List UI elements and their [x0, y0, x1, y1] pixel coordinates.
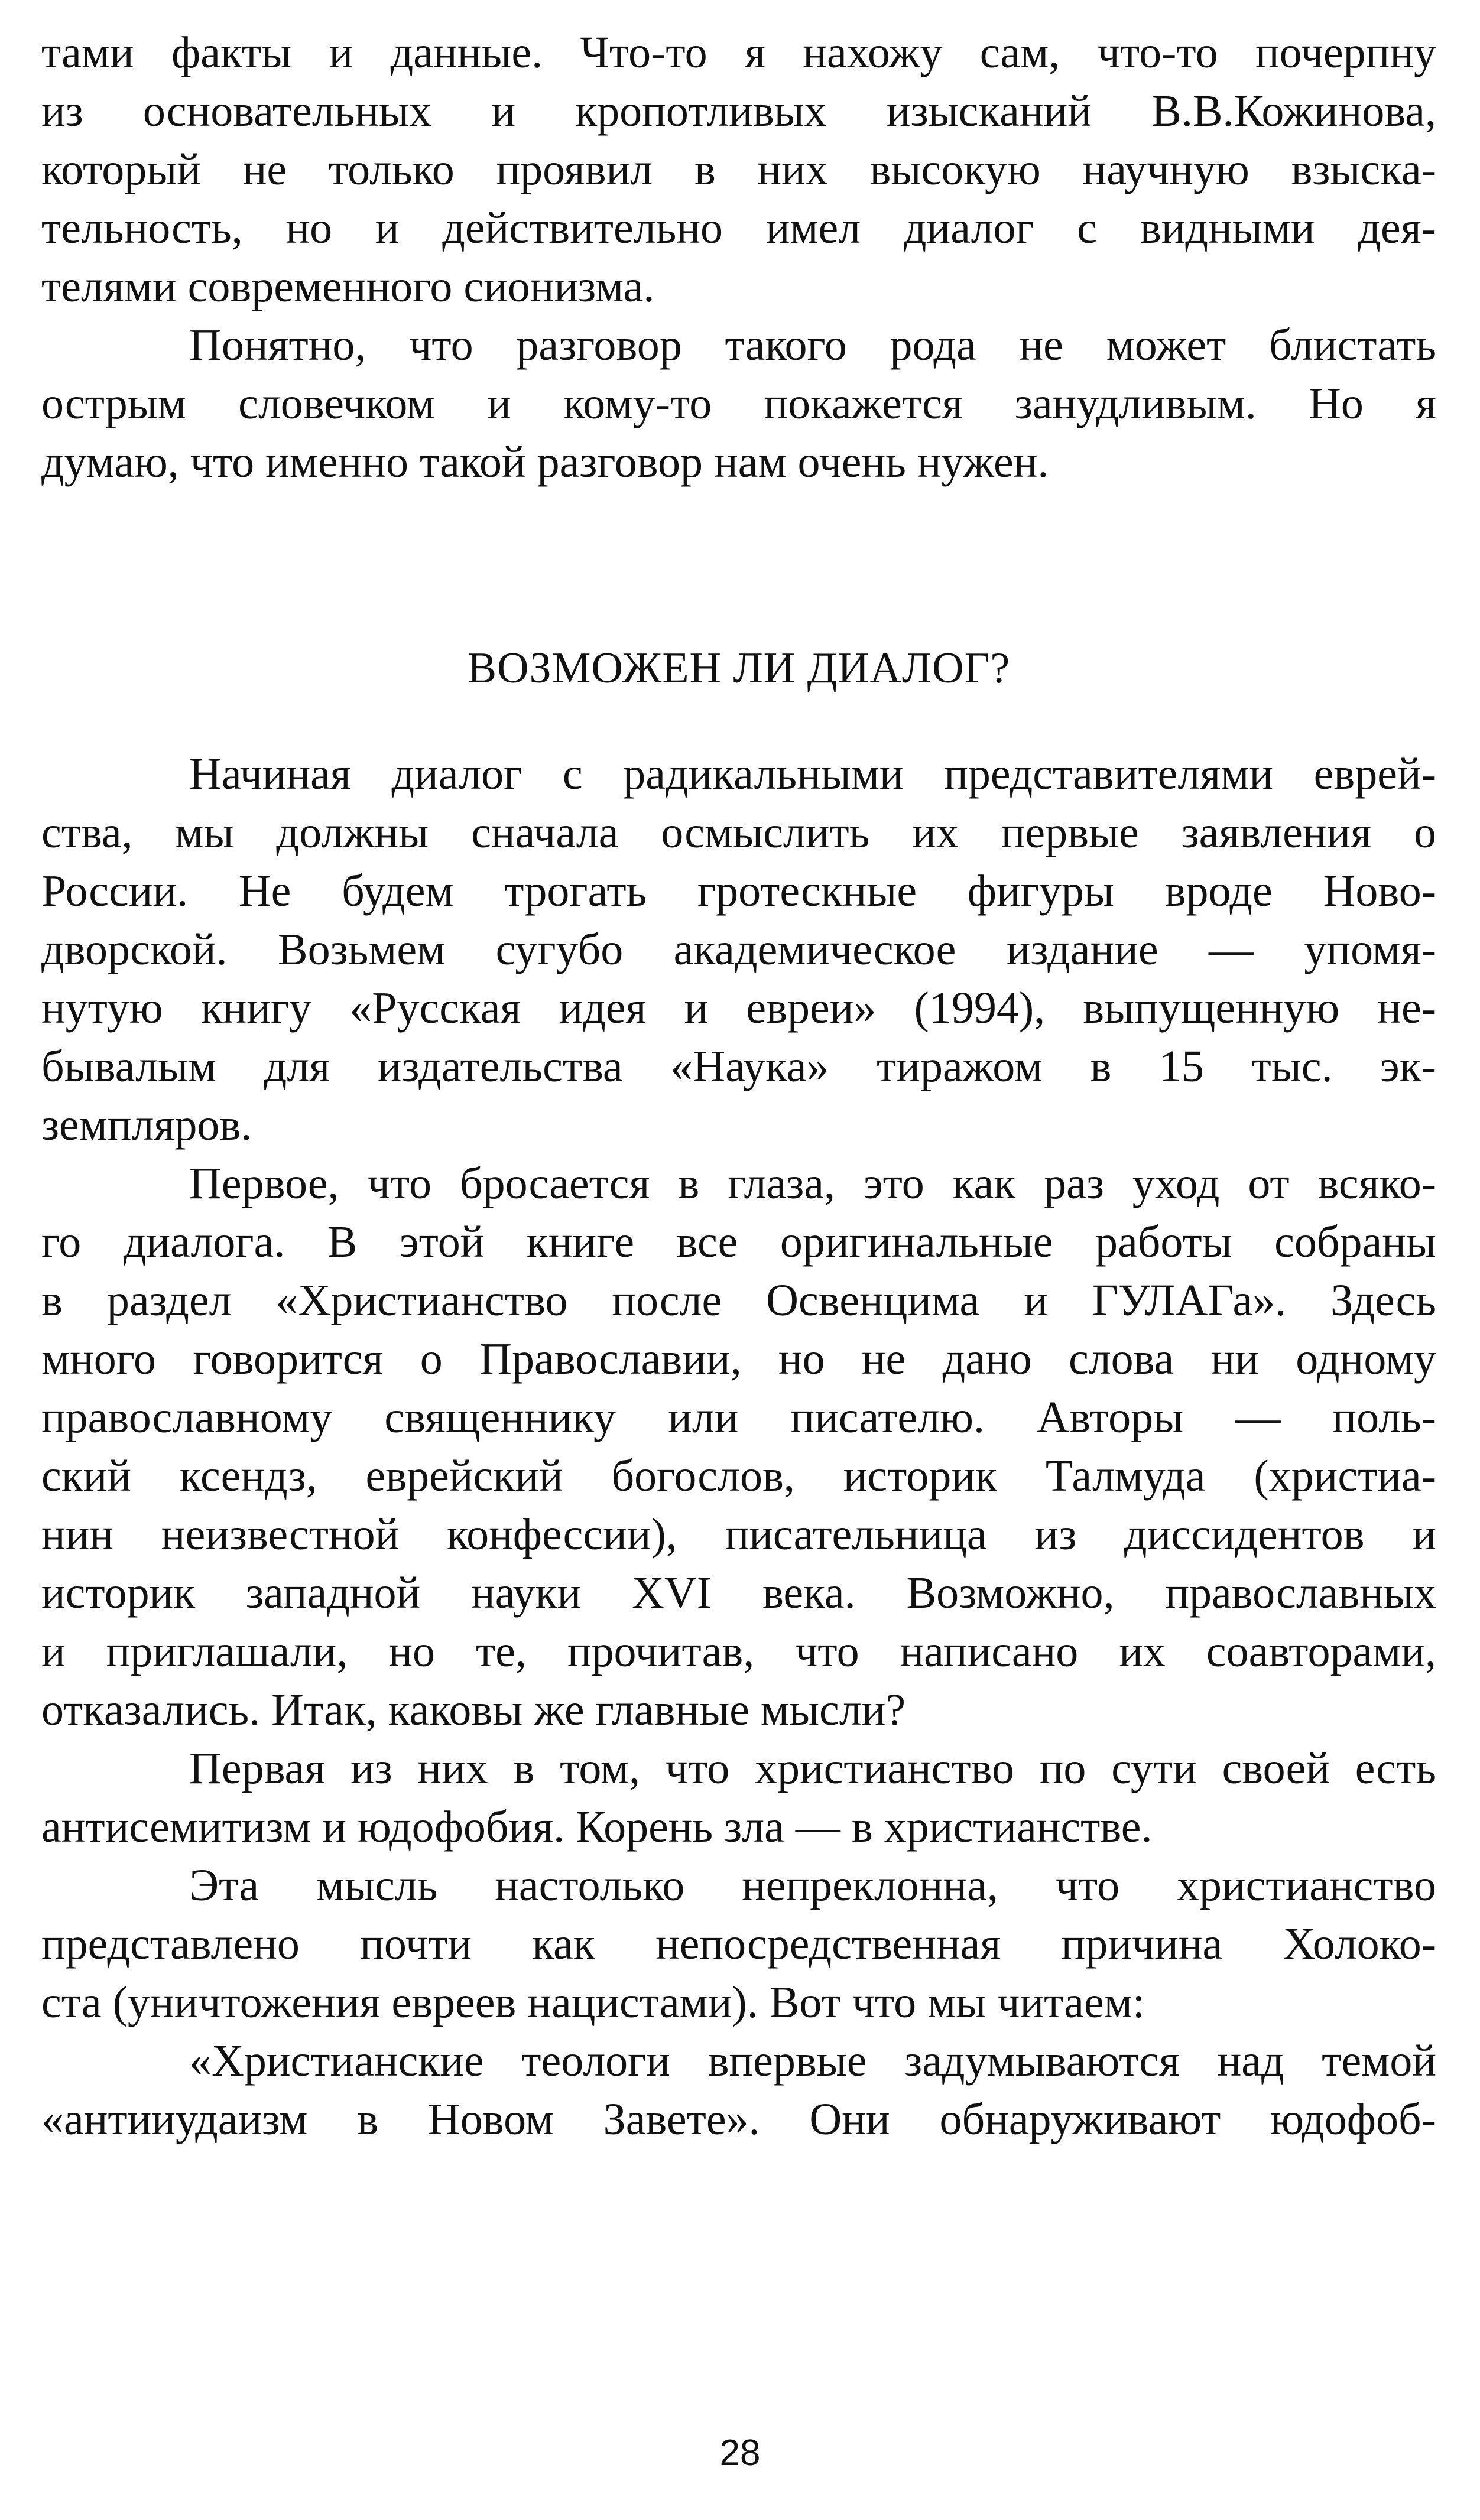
text-line: который не только проявил в них высокую научную взыска- [41, 145, 1436, 194]
text-line: антисемитизм и юдофобия. Корень зла — в христианстве. [41, 1802, 1153, 1852]
text-line: ства, мы должны сначала осмыслить их первые заявления о [41, 808, 1436, 857]
text-line: думаю, что именно такой разговор нам очень нужен. [41, 437, 1049, 487]
text-line: дворской. Возьмем сугубо академическое издание — упомя- [41, 925, 1436, 974]
paragraph-section-1 [41, 745, 1436, 1155]
text-line: ста (уничтожения евреев нацистами). Вот что мы читаем: [41, 1978, 1145, 2027]
text-line: в раздел «Христианство после Освенцима и ГУЛАГа». Здесь [41, 1276, 1436, 1325]
text-line: «Христианские теологи впервые задумываются над темой [189, 2036, 1436, 2086]
paragraph-section-2 [41, 1155, 1436, 1739]
text-line: России. Не будем трогать гротескные фигуры вроде Ново- [41, 866, 1436, 916]
text-line: отказались. Итак, каковы же главные мысли? [41, 1685, 906, 1735]
paragraph-section-4 [41, 1856, 1436, 2032]
text-line: тельность, но и действительно имел диалог с видными дея- [41, 203, 1436, 253]
text-line: ский ксендз, еврейский богослов, историк Талмуда (христиа- [41, 1451, 1436, 1501]
text-line: земпляров. [41, 1100, 252, 1150]
paragraph-intro-conclusion [41, 316, 1436, 492]
text-line: «антииудаизм в Новом Завете». Они обнаруживают юдофоб- [41, 2095, 1436, 2144]
paragraph-section-5 [41, 2032, 1436, 2149]
text-line: бывалым для издательства «Наука» тиражом в 15 тыс. эк- [41, 1042, 1436, 1091]
text-line: тами факты и данные. Что-то я нахожу сам, что-то почерпну [41, 28, 1436, 77]
text-line: Первое, что бросается в глаза, это как раз уход от всяко- [189, 1159, 1436, 1208]
paragraph-intro-continued [41, 24, 1436, 316]
text-line: много говорится о Православии, но не дано слова ни одному [41, 1334, 1436, 1384]
text-line: Эта мысль настолько непреклонна, что христианство [189, 1861, 1436, 1910]
text-line: острым словечком и кому-то покажется занудливым. Но я [41, 379, 1436, 428]
text-line: го диалога. В этой книге все оригинальные работы собраны [41, 1217, 1436, 1267]
text-line: телями современного сионизма. [41, 262, 655, 311]
section-heading: ВОЗМОЖЕН ЛИ ДИАЛОГ? [467, 644, 1011, 692]
text-line: представлено почти как непосредственная причина Холоко- [41, 1919, 1436, 1969]
text-line: нин неизвестной конфессии), писательница из диссидентов и [41, 1510, 1436, 1559]
text-line: Понятно, что разговор такого рода не может блистать [189, 320, 1436, 370]
text-line: Первая из них в том, что христианство по сути своей есть [189, 1744, 1436, 1793]
book-page [41, 24, 1436, 2493]
text-line: православному священнику или писателю. Авторы — поль- [41, 1393, 1436, 1442]
text-line: и приглашали, но те, прочитав, что написано их соавторами, [41, 1627, 1436, 1676]
paragraph-section-3 [41, 1739, 1436, 1856]
text-line: историк западной науки XVI века. Возможно, православных [41, 1568, 1436, 1618]
text-line: нутую книгу «Русская идея и евреи» (1994), выпущенную не- [41, 983, 1436, 1033]
text-line: Начиная диалог с радикальными представителями еврей- [189, 749, 1436, 799]
page-number: 28 [719, 2433, 761, 2473]
text-line: из основательных и кропотливых изысканий В.В.Кожинова, [41, 86, 1436, 136]
